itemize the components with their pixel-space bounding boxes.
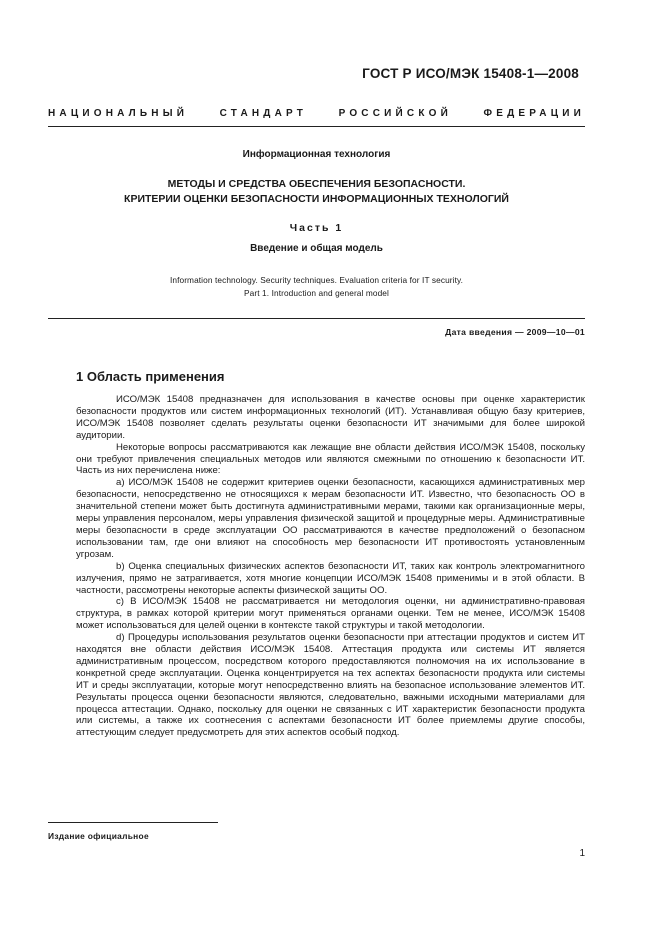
- list-item-d: d) Процедуры использования результатов оценки безопасности при аттестации продуктов и систем ИТ находятся вне области действия ИСО/МЭК 15408. Аттестация продукта или системы ИТ является административным процессом, посредством которого предоставляются полномочия на их использование в конкретной среде эксплуатации. Оценка концентрируется на тех аспектах безопасности продукта или системы ИТ и среды эксплуатации, которые могут непосредственно влиять на безопасное использование элементов ИТ. Результаты процесса оценки безопасности являются, следовательно, важными исходными материалами для процесса аттестации. Однако, поскольку для оценки не связанных с ИТ характеристик безопасности продукта или системы, а также их соотнесения с аспектами безопасности ИТ более приемлемы другие способы, аттестующим следует предусмотреть для этих аспектов особый подход.: [76, 632, 585, 739]
- national-standard-banner: НАЦИОНАЛЬНЫЙ СТАНДАРТ РОССИЙСКОЙ ФЕДЕРАЦИИ: [48, 108, 585, 119]
- main-title: [48, 177, 585, 207]
- section-body: [76, 394, 585, 739]
- page-number: 1: [579, 848, 585, 859]
- title-divider: [48, 318, 585, 319]
- part-subtitle: Введение и общая модель: [250, 243, 383, 254]
- section-heading: 1 Область применения: [76, 369, 225, 384]
- footer-divider: [48, 822, 218, 823]
- part-number: Часть 1: [289, 222, 344, 234]
- list-item-c: c) В ИСО/МЭК 15408 не рассматривается ни методология оценки, ни административно-правовая структура, в рамках которой критерии могут применяться органами оценки. Тем не менее, ИСО/МЭК 15408 может использоваться для целей оценки в контексте такой структуры и такой методологии.: [76, 596, 585, 632]
- paragraph-2: Некоторые вопросы рассматриваются как лежащие вне области действия ИСО/МЭК 15408, поскольку они требуют привлечения специальных методов или являются смежными по отношению к безопасности ИТ. Часть из них перечислена ниже:: [76, 441, 585, 477]
- edition-note: Издание официальное: [48, 831, 149, 841]
- subject-title: Информационная технология: [242, 149, 391, 160]
- list-item-b: b) Оценка специальных физических аспектов безопасности ИТ, таких как контроль электромагнитного излучения, прямо не затрагивается, хотя многие концепции ИСО/МЭК 15408 применимы и в этой области. В частности, рассмотрены некоторые аспекты физической защиты ОО.: [76, 560, 585, 596]
- paragraph-1: ИСО/МЭК 15408 предназначен для использования в качестве основы при оценке характеристик безопасности продуктов или систем информационных технологий (ИТ). Устанавливая общую базу критериев, ИСО/МЭК 15408 позволяет сделать результаты оценки безопасности ИТ значимыми для более широкой аудитории.: [76, 394, 585, 441]
- introduction-date: Дата введения — 2009—10—01: [445, 327, 585, 337]
- english-title-line-1: Information technology. Security techniques. Evaluation criteria for IT security.: [169, 275, 464, 285]
- main-title-line-1: МЕТОДЫ И СРЕДСТВА ОБЕСПЕЧЕНИЯ БЕЗОПАСНОСТИ.: [167, 178, 466, 190]
- top-divider: [48, 126, 585, 127]
- standard-code: ГОСТ Р ИСО/МЭК 15408-1—2008: [362, 66, 579, 81]
- main-title-line-2: КРИТЕРИИ ОЦЕНКИ БЕЗОПАСНОСТИ ИНФОРМАЦИОННЫХ ТЕХНОЛОГИЙ: [124, 193, 509, 205]
- list-item-a: а) ИСО/МЭК 15408 не содержит критериев оценки безопасности, касающихся административных мер безопасности, непосредственно не относящихся к мерам безопасности ИТ. Известно, что безопасность ОО в значительной степени может быть достигнута административными мерами, такими как организационные меры, меры управления персоналом, меры управления физической защитой и процедурные меры. Административные меры безопасности в среде эксплуатации ОО рассматриваются в качестве предположений о безопасном использовании там, где они влияют на способность мер безопасности ИТ противостоять установленным угрозам.: [76, 477, 585, 560]
- english-title-line-2: Part 1. Introduction and general model: [244, 287, 389, 298]
- english-title: [48, 274, 585, 299]
